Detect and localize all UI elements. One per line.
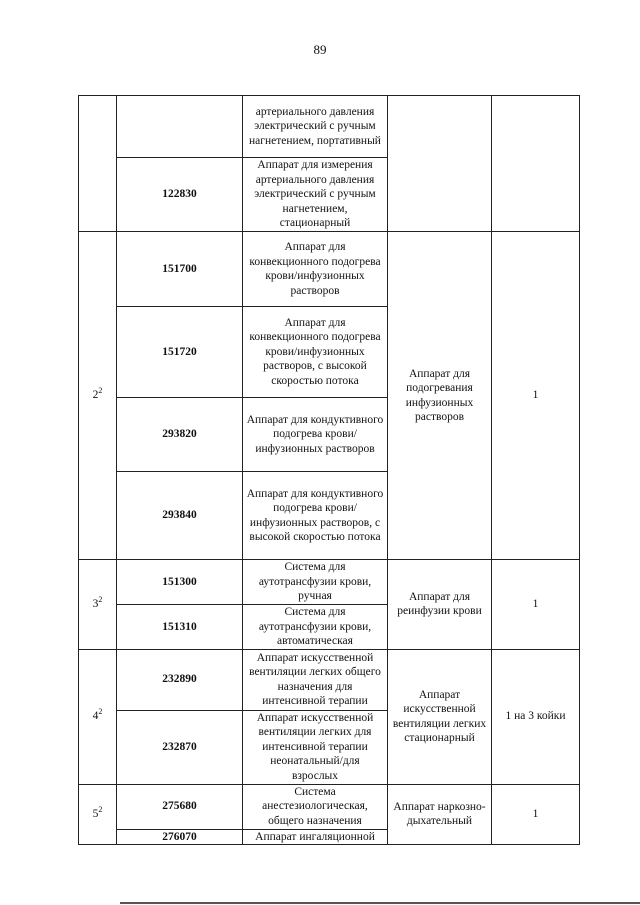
row-number-cell bbox=[79, 560, 117, 650]
name-cell: Аппарат искусственной вентиляции легких общего назначения для интенсивной терапии bbox=[243, 649, 388, 710]
name-cell: Система анестезиологическая, общего назначения bbox=[243, 784, 388, 829]
name-cell: Аппарат ингаляционной bbox=[243, 829, 388, 845]
table-row bbox=[79, 560, 580, 605]
code-cell: 232890 bbox=[117, 649, 243, 710]
code-cell: 276070 bbox=[117, 829, 243, 845]
row-number-sup: 2 bbox=[98, 386, 103, 396]
name-cell: Аппарат для измерения артериального давления электрический с ручным нагнетением, стационарный bbox=[243, 158, 388, 232]
device-type-cell: Аппарат для реинфузии крови bbox=[388, 560, 492, 650]
table-row bbox=[79, 232, 580, 307]
code-cell: 275680 bbox=[117, 784, 243, 829]
row-number: 2 bbox=[92, 389, 99, 402]
row-number-cell bbox=[79, 96, 117, 232]
code-cell: 151300 bbox=[117, 560, 243, 605]
quantity-cell: 1 bbox=[492, 784, 580, 845]
name-cell: Система для аутотрансфузии крови, ручная bbox=[243, 560, 388, 605]
code-cell bbox=[117, 96, 243, 158]
row-number-cell bbox=[79, 232, 117, 560]
device-type-cell: Аппарат для подогревания инфузионных растворов bbox=[388, 232, 492, 560]
device-type-cell: Аппарат наркозно-дыхательный bbox=[388, 784, 492, 845]
table-row bbox=[79, 96, 580, 158]
table-row bbox=[79, 649, 580, 710]
name-cell: артериального давления электрический с ручным нагнетением, портативный bbox=[243, 96, 388, 158]
row-number-sup: 2 bbox=[98, 805, 103, 815]
name-cell: Аппарат для кондуктивного подогрева крови/инфузионных растворов, с высокой скоростью потока bbox=[243, 472, 388, 560]
name-cell: Аппарат для кондуктивного подогрева крови/инфузионных растворов bbox=[243, 398, 388, 472]
quantity-cell bbox=[492, 96, 580, 232]
quantity-cell: 1 bbox=[492, 560, 580, 650]
code-cell: 151720 bbox=[117, 307, 243, 398]
quantity-cell: 1 bbox=[492, 232, 580, 560]
table-row bbox=[79, 784, 580, 829]
row-number: 3 bbox=[92, 598, 99, 610]
name-cell: Аппарат для конвекционного подогрева крови/инфузионных растворов bbox=[243, 232, 388, 307]
code-cell: 232870 bbox=[117, 710, 243, 784]
row-number: 4 bbox=[92, 710, 99, 723]
device-type-cell bbox=[388, 96, 492, 232]
name-cell: Аппарат для конвекционного подогрева крови/инфузионных растворов, с высокой скоростью потока bbox=[243, 307, 388, 398]
row-number-cell bbox=[79, 784, 117, 845]
row-number: 5 bbox=[92, 808, 99, 820]
page-number: 89 bbox=[313, 42, 327, 57]
quantity-cell: 1 на 3 койки bbox=[492, 649, 580, 784]
row-number-sup: 2 bbox=[98, 707, 103, 717]
code-cell: 293820 bbox=[117, 398, 243, 472]
row-number-cell bbox=[79, 649, 117, 784]
row-number-sup: 2 bbox=[98, 595, 103, 605]
code-cell: 122830 bbox=[117, 158, 243, 232]
name-cell: Система для аутотрансфузии крови, автоматическая bbox=[243, 605, 388, 650]
page-bottom-edge bbox=[120, 902, 640, 904]
code-cell: 151700 bbox=[117, 232, 243, 307]
code-cell: 151310 bbox=[117, 605, 243, 650]
name-cell: Аппарат искусственной вентиляции легких для интенсивной терапии неонатальный/для взрослых bbox=[243, 710, 388, 784]
device-type-cell: Аппарат искусственной вентиляции легких стационарный bbox=[388, 649, 492, 784]
code-cell: 293840 bbox=[117, 472, 243, 560]
equipment-table bbox=[78, 95, 580, 845]
